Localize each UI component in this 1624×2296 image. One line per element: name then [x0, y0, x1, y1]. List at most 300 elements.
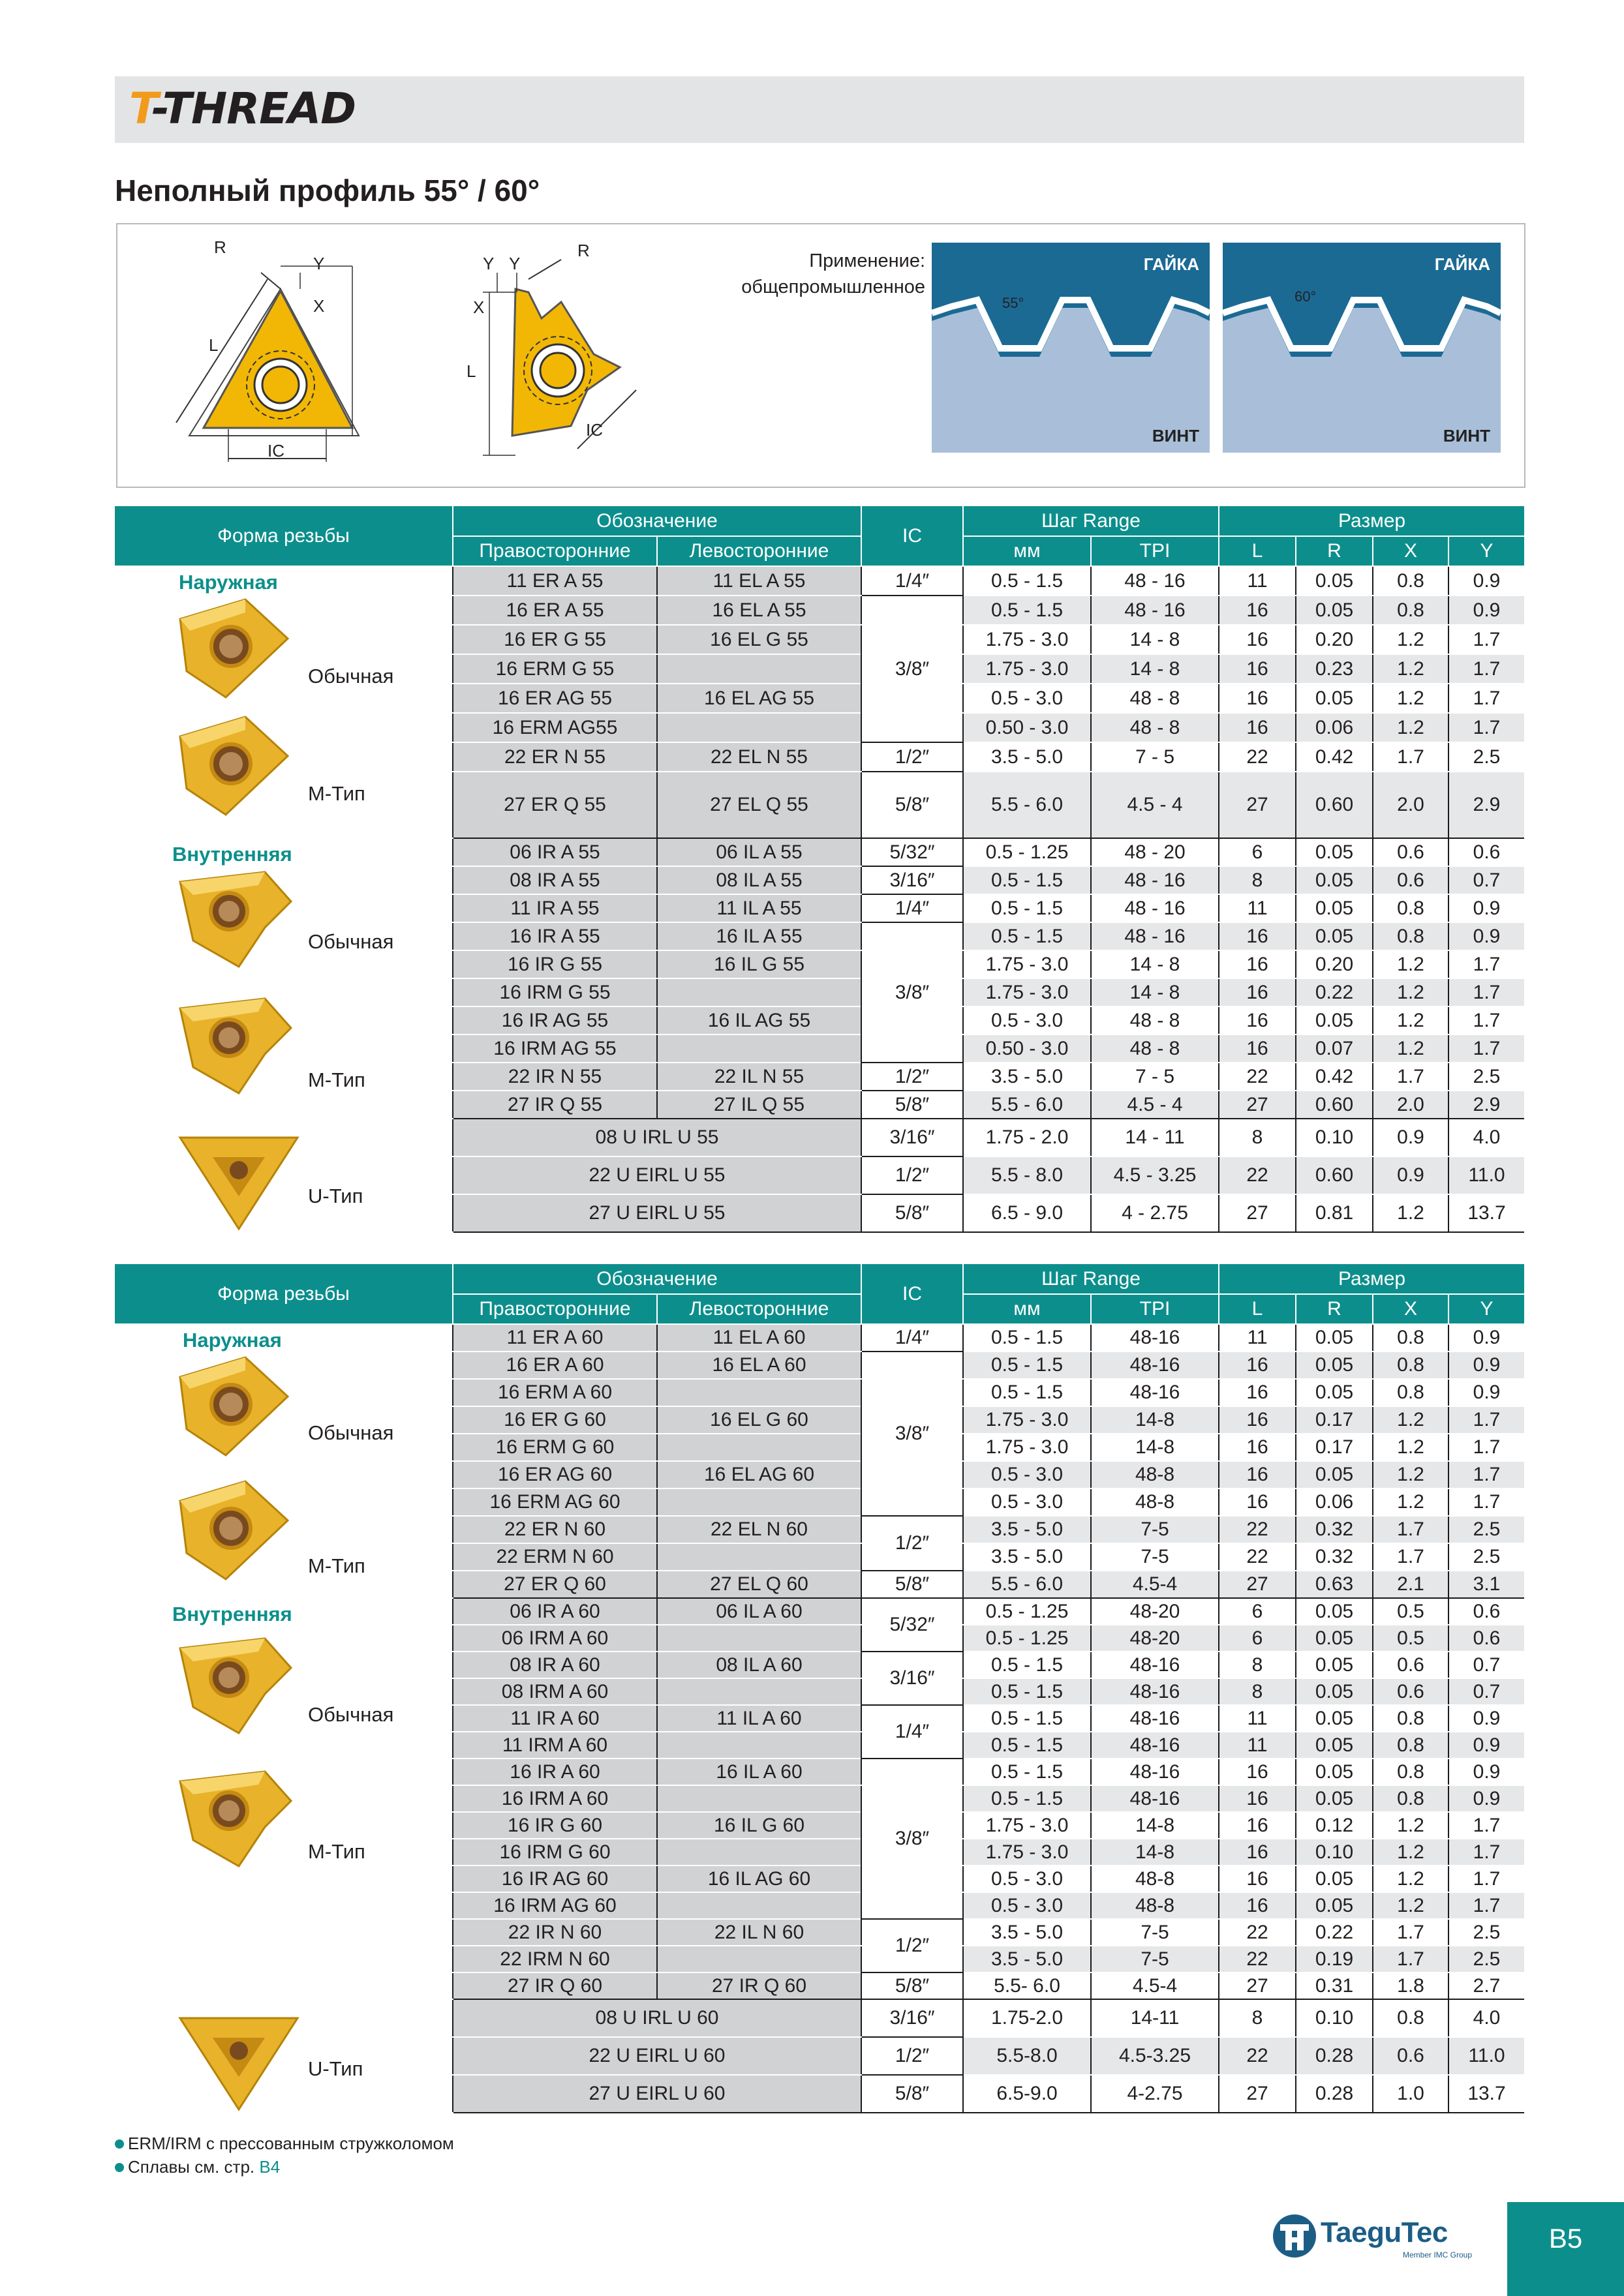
- right-hand-code: 16 ER G 60: [453, 1406, 657, 1434]
- value-r: 0.17: [1296, 1406, 1373, 1434]
- right-hand-code: 16 ERM G 55: [453, 654, 657, 684]
- right-hand-code: 06 IRM A 60: [453, 1625, 657, 1652]
- value-tpi: 14-8: [1091, 1406, 1219, 1434]
- value-y: 0.9: [1448, 1352, 1524, 1379]
- value-y: 0.9: [1448, 596, 1524, 625]
- value-x: 0.8: [1373, 1759, 1448, 1785]
- value-r: 0.05: [1296, 866, 1373, 894]
- header-size: Размер: [1219, 1264, 1524, 1294]
- right-hand-code: 16 ERM A 60: [453, 1379, 657, 1406]
- thread-profile-55: [932, 243, 1210, 453]
- value-r: 0.05: [1296, 1652, 1373, 1678]
- value-x: 1.0: [1373, 2075, 1448, 2113]
- value-tpi: 48-16: [1091, 1678, 1219, 1705]
- value-y: 1.7: [1448, 1035, 1524, 1063]
- ic-size: 5/32″: [861, 838, 963, 866]
- value-l: 16: [1219, 978, 1296, 1006]
- value-r: 0.22: [1296, 1919, 1373, 1946]
- value-tpi: 4.5 - 4: [1091, 772, 1219, 838]
- value-y: 0.7: [1448, 866, 1524, 894]
- right-hand-code: 06 IR A 60: [453, 1598, 657, 1625]
- value-tpi: 48-8: [1091, 1488, 1219, 1516]
- taegutec-logo-icon: [1271, 2213, 1318, 2259]
- value-l: 8: [1219, 1119, 1296, 1156]
- right-hand-code: 08 IRM A 60: [453, 1678, 657, 1705]
- value-mm: 0.5 - 1.25: [963, 1625, 1091, 1652]
- value-tpi: 48 - 8: [1091, 713, 1219, 742]
- insert-form-cell: [115, 1119, 453, 1232]
- header-mm: мм: [963, 1294, 1091, 1324]
- value-x: 1.7: [1373, 1946, 1448, 1972]
- value-x: 1.2: [1373, 684, 1448, 713]
- left-hand-code: [657, 978, 861, 1006]
- value-x: 0.8: [1373, 596, 1448, 625]
- standard-label: Обычная: [308, 1703, 394, 1726]
- insert-form-cell: [115, 1598, 453, 1999]
- brand-name: TaeguTec: [1321, 2216, 1448, 2248]
- value-l: 22: [1219, 1919, 1296, 1946]
- value-l: 16: [1219, 596, 1296, 625]
- left-hand-code: 11 IL A 60: [657, 1705, 861, 1732]
- value-l: 16: [1219, 1839, 1296, 1865]
- value-r: 0.05: [1296, 1461, 1373, 1488]
- u-type-code: 22 U EIRL U 60: [453, 2037, 861, 2075]
- value-mm: 1.75 - 3.0: [963, 625, 1091, 654]
- header-form: Форма резьбы: [115, 1264, 453, 1324]
- value-mm: 0.5 - 1.5: [963, 1678, 1091, 1705]
- value-l: 8: [1219, 1999, 1296, 2037]
- left-hand-code: 16 IL AG 55: [657, 1006, 861, 1035]
- right-hand-code: 16 ER AG 55: [453, 684, 657, 713]
- value-tpi: 7 - 5: [1091, 742, 1219, 772]
- value-tpi: 48-8: [1091, 1892, 1219, 1919]
- dim-ic-label: IC: [586, 420, 603, 440]
- value-r: 0.05: [1296, 1759, 1373, 1785]
- dim-l-label: L: [209, 335, 219, 355]
- value-x: 0.6: [1373, 2037, 1448, 2075]
- table-row: [115, 838, 1524, 866]
- value-y: 2.5: [1448, 1946, 1524, 1972]
- value-y: 1.7: [1448, 978, 1524, 1006]
- value-tpi: 48 - 8: [1091, 684, 1219, 713]
- value-tpi: 48 - 16: [1091, 596, 1219, 625]
- dim-y-label-1: Y: [483, 254, 495, 273]
- left-hand-code: 06 IL A 55: [657, 838, 861, 866]
- internal-insert-diagram: [457, 240, 666, 468]
- value-r: 0.05: [1296, 1732, 1373, 1759]
- ic-size: 1/2″: [861, 1919, 963, 1972]
- u-type-code: 08 U IRL U 60: [453, 1999, 861, 2037]
- ic-size: 3/8″: [861, 1352, 963, 1516]
- left-hand-code: 16 EL AG 60: [657, 1461, 861, 1488]
- value-tpi: 48-8: [1091, 1865, 1219, 1892]
- value-mm: 0.5 - 1.25: [963, 1598, 1091, 1625]
- value-l: 22: [1219, 1516, 1296, 1543]
- value-tpi: 14-8: [1091, 1839, 1219, 1865]
- right-hand-code: 27 IR Q 55: [453, 1091, 657, 1119]
- value-y: 4.0: [1448, 1119, 1524, 1156]
- m-type-label: М-Тип: [308, 1068, 365, 1091]
- header-y: Y: [1448, 1294, 1524, 1324]
- page-reference-link[interactable]: B4: [259, 2157, 281, 2177]
- left-hand-code: 16 IL G 60: [657, 1812, 861, 1839]
- value-r: 0.05: [1296, 1598, 1373, 1625]
- ic-size: 5/8″: [861, 1194, 963, 1232]
- left-hand-code: 16 EL G 55: [657, 625, 861, 654]
- value-l: 16: [1219, 1461, 1296, 1488]
- value-r: 0.63: [1296, 1571, 1373, 1598]
- value-tpi: 48 - 8: [1091, 1006, 1219, 1035]
- value-mm: 5.5 - 6.0: [963, 1571, 1091, 1598]
- value-l: 27: [1219, 1091, 1296, 1119]
- ic-size: 3/16″: [861, 866, 963, 894]
- value-y: 1.7: [1448, 654, 1524, 684]
- value-y: 2.5: [1448, 1063, 1524, 1091]
- dim-y-label-2: Y: [509, 254, 521, 273]
- header-tpi: TPI: [1091, 1294, 1219, 1324]
- value-r: 0.10: [1296, 1119, 1373, 1156]
- value-mm: 5.5 - 8.0: [963, 1156, 1091, 1194]
- left-hand-code: 27 IR Q 60: [657, 1972, 861, 1999]
- header-designation: Обозначение: [453, 1264, 861, 1294]
- value-y: 4.0: [1448, 1999, 1524, 2037]
- value-r: 0.05: [1296, 1625, 1373, 1652]
- ic-size: 1/2″: [861, 1156, 963, 1194]
- value-tpi: 4-2.75: [1091, 2075, 1219, 2113]
- value-r: 0.81: [1296, 1194, 1373, 1232]
- header-pitch: Шаг Range: [963, 1264, 1219, 1294]
- value-tpi: 14 - 11: [1091, 1119, 1219, 1156]
- screw-label: ВИНТ: [1152, 426, 1199, 446]
- value-r: 0.07: [1296, 1035, 1373, 1063]
- value-y: 0.9: [1448, 1759, 1524, 1785]
- value-x: 0.8: [1373, 922, 1448, 950]
- value-y: 0.6: [1448, 1625, 1524, 1652]
- value-x: 0.9: [1373, 1156, 1448, 1194]
- value-mm: 1.75 - 3.0: [963, 1812, 1091, 1839]
- value-x: 2.1: [1373, 1571, 1448, 1598]
- value-y: 1.7: [1448, 1006, 1524, 1035]
- dim-r-label: R: [577, 241, 590, 260]
- right-hand-code: 11 IR A 60: [453, 1705, 657, 1732]
- value-l: 11: [1219, 1732, 1296, 1759]
- value-tpi: 4.5 - 4: [1091, 1091, 1219, 1119]
- value-r: 0.28: [1296, 2075, 1373, 2113]
- dim-ic-label: IC: [268, 441, 284, 461]
- value-l: 27: [1219, 772, 1296, 838]
- value-r: 0.12: [1296, 1812, 1373, 1839]
- value-tpi: 4.5-3.25: [1091, 2037, 1219, 2075]
- angle-55-label: 55°: [1002, 295, 1024, 311]
- value-mm: 6.5 - 9.0: [963, 1194, 1091, 1232]
- value-tpi: 7-5: [1091, 1919, 1219, 1946]
- value-r: 0.60: [1296, 1156, 1373, 1194]
- value-mm: 0.5 - 3.0: [963, 1865, 1091, 1892]
- value-tpi: 4 - 2.75: [1091, 1194, 1219, 1232]
- value-mm: 0.5 - 1.5: [963, 1379, 1091, 1406]
- value-r: 0.60: [1296, 772, 1373, 838]
- value-r: 0.05: [1296, 1352, 1373, 1379]
- value-l: 16: [1219, 654, 1296, 684]
- right-hand-code: 16 ER AG 60: [453, 1461, 657, 1488]
- value-x: 1.2: [1373, 1865, 1448, 1892]
- screw-label: ВИНТ: [1443, 426, 1490, 446]
- footnote-1-text: ERM/IRM с прессованным стружколомом: [128, 2134, 454, 2153]
- value-mm: 0.5 - 1.5: [963, 922, 1091, 950]
- u-type-code: 27 U EIRL U 55: [453, 1194, 861, 1232]
- right-hand-code: 22 ER N 60: [453, 1516, 657, 1543]
- value-y: 1.7: [1448, 1434, 1524, 1461]
- value-y: 0.7: [1448, 1678, 1524, 1705]
- value-x: 0.8: [1373, 1705, 1448, 1732]
- value-x: 1.2: [1373, 625, 1448, 654]
- t-thread-logo: T-THREAD: [129, 83, 356, 134]
- value-x: 1.2: [1373, 654, 1448, 684]
- header-left: Левосторонние: [657, 1294, 861, 1324]
- value-l: 27: [1219, 1194, 1296, 1232]
- value-l: 16: [1219, 1812, 1296, 1839]
- left-hand-code: 16 IL G 55: [657, 950, 861, 978]
- value-tpi: 7 - 5: [1091, 1063, 1219, 1091]
- value-l: 6: [1219, 1598, 1296, 1625]
- dim-x-label: X: [473, 297, 485, 317]
- standard-label: Обычная: [308, 1421, 394, 1444]
- internal-group-title: Внутренняя: [172, 1603, 292, 1625]
- value-l: 16: [1219, 1006, 1296, 1035]
- value-x: 1.2: [1373, 1006, 1448, 1035]
- value-x: 0.8: [1373, 1379, 1448, 1406]
- value-l: 6: [1219, 838, 1296, 866]
- right-hand-code: 22 ERM N 60: [453, 1543, 657, 1571]
- value-mm: 5.5 - 6.0: [963, 1091, 1091, 1119]
- value-l: 16: [1219, 1406, 1296, 1434]
- value-l: 27: [1219, 1972, 1296, 1999]
- ic-size: 1/2″: [861, 2037, 963, 2075]
- left-hand-code: 16 EL AG 55: [657, 684, 861, 713]
- value-x: 1.2: [1373, 1812, 1448, 1839]
- right-hand-code: 16 IRM G 60: [453, 1839, 657, 1865]
- value-mm: 0.5 - 1.5: [963, 596, 1091, 625]
- value-y: 1.7: [1448, 1839, 1524, 1865]
- right-hand-code: 16 IR G 60: [453, 1812, 657, 1839]
- ic-size: 5/32″: [861, 1598, 963, 1652]
- value-y: 2.5: [1448, 1516, 1524, 1543]
- external-group-title: Наружная: [179, 571, 278, 594]
- ic-size: 1/4″: [861, 566, 963, 596]
- external-insert-diagram: [163, 240, 378, 468]
- value-l: 16: [1219, 684, 1296, 713]
- value-l: 11: [1219, 566, 1296, 596]
- value-r: 0.05: [1296, 894, 1373, 922]
- value-y: 1.7: [1448, 950, 1524, 978]
- value-tpi: 48-20: [1091, 1625, 1219, 1652]
- value-l: 6: [1219, 1625, 1296, 1652]
- insert-form-cell: [115, 1999, 453, 2113]
- value-y: 2.9: [1448, 1091, 1524, 1119]
- ic-size: 3/16″: [861, 1999, 963, 2037]
- value-tpi: 48 - 20: [1091, 838, 1219, 866]
- right-hand-code: 11 ER A 60: [453, 1324, 657, 1352]
- value-mm: 6.5-9.0: [963, 2075, 1091, 2113]
- value-x: 0.6: [1373, 838, 1448, 866]
- bullet-icon: [115, 2163, 124, 2172]
- value-x: 1.7: [1373, 1543, 1448, 1571]
- value-y: 0.9: [1448, 1732, 1524, 1759]
- value-tpi: 48 - 16: [1091, 566, 1219, 596]
- value-tpi: 7-5: [1091, 1516, 1219, 1543]
- value-y: 11.0: [1448, 1156, 1524, 1194]
- angle-60-label: 60°: [1295, 288, 1317, 305]
- value-x: 1.7: [1373, 1063, 1448, 1091]
- ic-size: 1/4″: [861, 894, 963, 922]
- value-l: 16: [1219, 1434, 1296, 1461]
- left-hand-code: 08 IL A 60: [657, 1652, 861, 1678]
- standard-label: Обычная: [308, 930, 394, 953]
- value-r: 0.20: [1296, 625, 1373, 654]
- value-y: 13.7: [1448, 1194, 1524, 1232]
- insert-thumbnail-standard: [167, 593, 298, 709]
- value-r: 0.10: [1296, 1999, 1373, 2037]
- brand-subtitle: Member IMC Group: [1403, 2250, 1473, 2259]
- right-hand-code: 16 IR G 55: [453, 950, 657, 978]
- value-x: 0.8: [1373, 1352, 1448, 1379]
- value-y: 0.9: [1448, 1785, 1524, 1812]
- nut-label: ГАЙКА: [1143, 254, 1199, 274]
- value-x: 0.5: [1373, 1625, 1448, 1652]
- value-mm: 0.5 - 3.0: [963, 684, 1091, 713]
- left-hand-code: [657, 1035, 861, 1063]
- value-mm: 3.5 - 5.0: [963, 1919, 1091, 1946]
- value-x: 1.2: [1373, 950, 1448, 978]
- value-x: 2.0: [1373, 772, 1448, 838]
- header-l: L: [1219, 536, 1296, 566]
- value-x: 2.0: [1373, 1091, 1448, 1119]
- left-hand-code: [657, 1946, 861, 1972]
- value-r: 0.05: [1296, 1865, 1373, 1892]
- value-x: 1.2: [1373, 978, 1448, 1006]
- table-row: [115, 1598, 1524, 1625]
- value-mm: 0.5 - 1.5: [963, 866, 1091, 894]
- value-tpi: 14 - 8: [1091, 625, 1219, 654]
- ic-size: 3/16″: [861, 1652, 963, 1705]
- value-tpi: 48-16: [1091, 1324, 1219, 1352]
- insert-form-cell: [115, 566, 453, 838]
- value-y: 2.5: [1448, 742, 1524, 772]
- table-row: [115, 566, 1524, 596]
- value-tpi: 48 - 16: [1091, 866, 1219, 894]
- value-r: 0.42: [1296, 1063, 1373, 1091]
- right-hand-code: 22 ER N 55: [453, 742, 657, 772]
- value-r: 0.05: [1296, 684, 1373, 713]
- right-hand-code: 16 ERM AG55: [453, 713, 657, 742]
- value-x: 0.8: [1373, 894, 1448, 922]
- value-x: 0.8: [1373, 1785, 1448, 1812]
- value-y: 0.7: [1448, 1652, 1524, 1678]
- value-x: 1.2: [1373, 1194, 1448, 1232]
- value-y: 0.9: [1448, 894, 1524, 922]
- ic-size: 3/8″: [861, 596, 963, 742]
- value-y: 2.5: [1448, 1543, 1524, 1571]
- value-l: 22: [1219, 742, 1296, 772]
- value-y: 1.7: [1448, 1812, 1524, 1839]
- left-hand-code: 27 EL Q 55: [657, 772, 861, 838]
- value-l: 22: [1219, 2037, 1296, 2075]
- value-y: 0.9: [1448, 566, 1524, 596]
- value-l: 16: [1219, 713, 1296, 742]
- value-mm: 3.5 - 5.0: [963, 742, 1091, 772]
- value-mm: 0.5 - 1.5: [963, 1759, 1091, 1785]
- left-hand-code: 11 IL A 55: [657, 894, 861, 922]
- value-r: 0.05: [1296, 1678, 1373, 1705]
- value-l: 8: [1219, 1678, 1296, 1705]
- ic-size: 1/2″: [861, 742, 963, 772]
- ic-size: 1/2″: [861, 1516, 963, 1571]
- right-hand-code: 16 IRM A 60: [453, 1785, 657, 1812]
- value-r: 0.05: [1296, 596, 1373, 625]
- insert-thumbnail-u-type: [174, 2005, 304, 2121]
- insert-thumbnail-u-type: [174, 1125, 304, 1241]
- value-tpi: 48-8: [1091, 1461, 1219, 1488]
- value-r: 0.23: [1296, 654, 1373, 684]
- value-y: 0.9: [1448, 1705, 1524, 1732]
- right-hand-code: 08 IR A 55: [453, 866, 657, 894]
- ic-size: 3/16″: [861, 1119, 963, 1156]
- value-mm: 0.5 - 1.5: [963, 1705, 1091, 1732]
- value-l: 16: [1219, 1488, 1296, 1516]
- table-60-profile: [115, 1264, 1524, 2113]
- left-hand-code: [657, 1625, 861, 1652]
- header-tpi: TPI: [1091, 536, 1219, 566]
- m-type-label: М-Тип: [308, 1554, 365, 1577]
- value-y: 2.5: [1448, 1919, 1524, 1946]
- value-mm: 3.5 - 5.0: [963, 1946, 1091, 1972]
- internal-group-title: Внутренняя: [172, 843, 292, 866]
- value-mm: 3.5 - 5.0: [963, 1543, 1091, 1571]
- dim-r-label: R: [214, 240, 226, 257]
- right-hand-code: 16 IRM AG 55: [453, 1035, 657, 1063]
- u-type-label: U-Тип: [308, 1185, 363, 1207]
- right-hand-code: 08 IR A 60: [453, 1652, 657, 1678]
- value-tpi: 14-8: [1091, 1434, 1219, 1461]
- value-mm: 1.75-2.0: [963, 1999, 1091, 2037]
- value-y: 3.1: [1448, 1571, 1524, 1598]
- left-hand-code: 11 EL A 60: [657, 1324, 861, 1352]
- value-tpi: 48-16: [1091, 1652, 1219, 1678]
- value-mm: 5.5- 6.0: [963, 1972, 1091, 1999]
- value-tpi: 48-16: [1091, 1379, 1219, 1406]
- right-hand-code: 16 ER A 55: [453, 596, 657, 625]
- value-x: 0.6: [1373, 1652, 1448, 1678]
- right-hand-code: 16 IRM G 55: [453, 978, 657, 1006]
- value-x: 0.8: [1373, 1324, 1448, 1352]
- value-mm: 0.5 - 1.5: [963, 566, 1091, 596]
- page-title: Неполный профиль 55° / 60°: [115, 174, 540, 207]
- value-r: 0.42: [1296, 742, 1373, 772]
- left-hand-code: 22 IL N 60: [657, 1919, 861, 1946]
- ic-size: 5/8″: [861, 2075, 963, 2113]
- value-l: 16: [1219, 1379, 1296, 1406]
- value-y: 2.9: [1448, 772, 1524, 838]
- value-mm: 0.50 - 3.0: [963, 1035, 1091, 1063]
- value-l: 27: [1219, 2075, 1296, 2113]
- value-tpi: 4.5 - 3.25: [1091, 1156, 1219, 1194]
- ic-size: 1/4″: [861, 1705, 963, 1759]
- ic-size: 3/8″: [861, 922, 963, 1063]
- insert-thumbnail-m-type: [167, 1762, 298, 1878]
- left-hand-code: [657, 1839, 861, 1865]
- left-hand-code: 27 IL Q 55: [657, 1091, 861, 1119]
- value-l: 11: [1219, 894, 1296, 922]
